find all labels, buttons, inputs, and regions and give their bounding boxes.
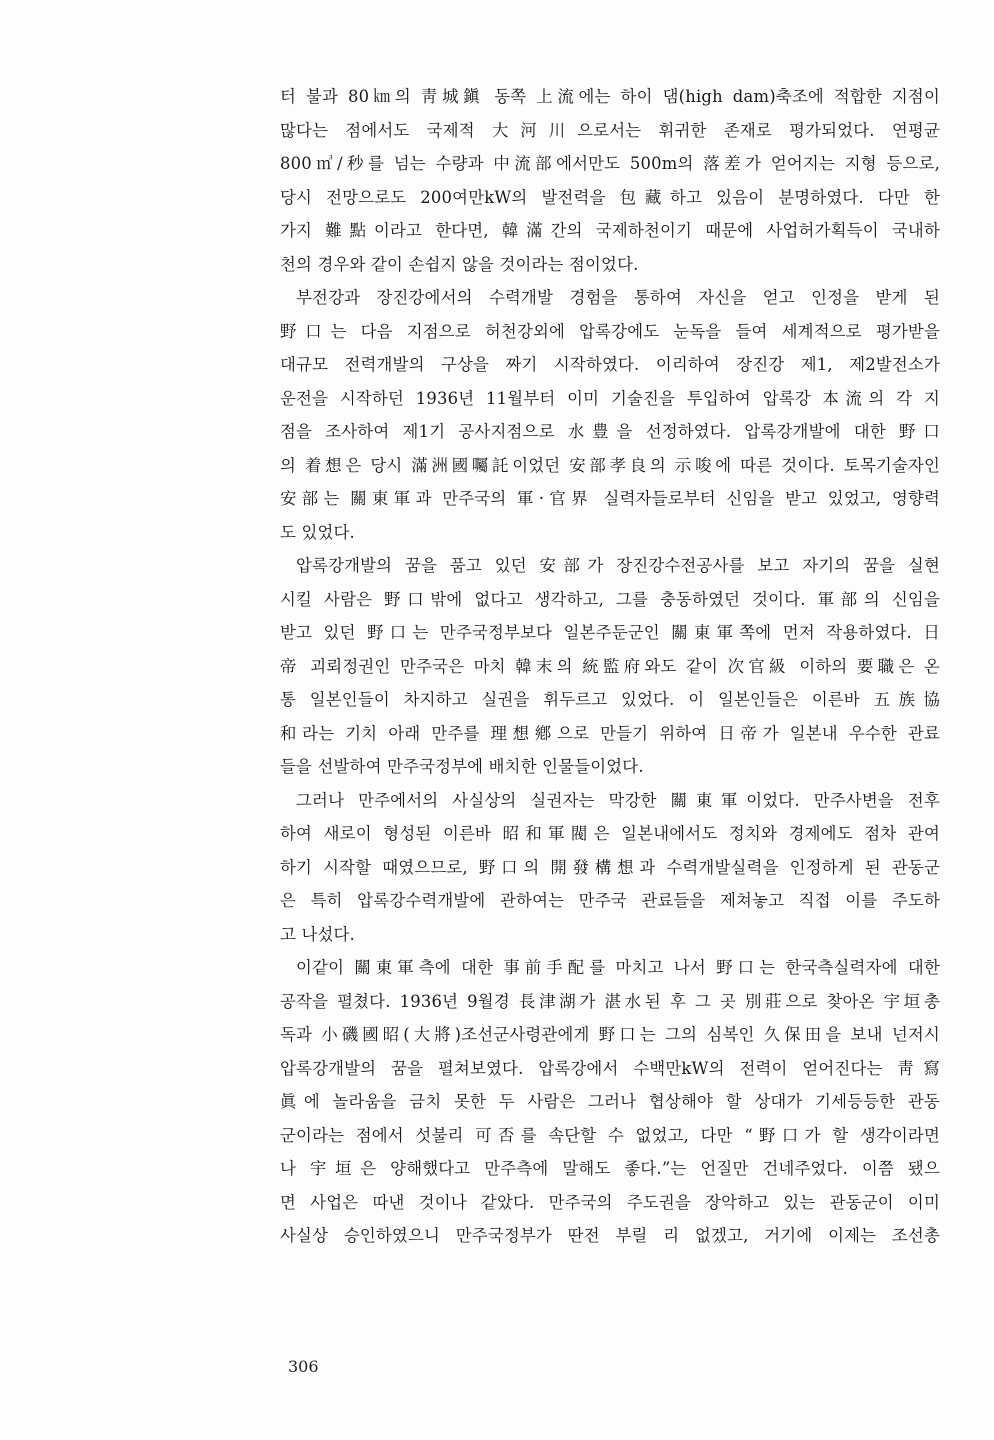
- text-line: 帝 괴뢰정권인 만주국은 마치 韓末의 統監府와도 같이 次官級 이하의 要職은 온: [280, 656, 940, 676]
- text-line: 하여 새로이 형성된 이른바 昭和軍閥은 일본내에서도 정치와 경제에도 점차 관여: [280, 824, 940, 843]
- text-line: 은 특히 압록강수력개발에 관하여는 만주국 관료들을 제쳐놓고 직접 이를 주도하: [280, 891, 940, 910]
- text-line: 800㎥/秒를 넘는 수량과 中流部에서만도 500m의 落差가 얻어지는 지형 등으로,: [280, 154, 940, 173]
- text-line: 압록강개발의 꿈을 펼쳐보였다. 압록강에서 수백만kW의 전력이 얻어진다는 靑寫: [280, 1058, 940, 1078]
- text-line: 도 있었다.: [280, 522, 355, 542]
- page-number: 306: [288, 1357, 319, 1376]
- text-line: 하기 시작할 때였으므로, 野口의 開發構想과 수력개발실력을 인정하게 된 관동군: [280, 857, 940, 877]
- text-line: 많다는 점에서도 국제적 大河川으로서는 휘귀한 존재로 평가되었다. 연평균: [280, 120, 940, 140]
- text-line: 眞에 놀라움을 금치 못한 두 사람은 그러나 협상해야 할 상대가 기세등등한 관동: [280, 1092, 940, 1111]
- text-line: 면 사업은 따낸 것이나 같았다. 만주국의 주도권을 장악하고 있는 관동군이 이미: [280, 1192, 940, 1212]
- text-line: 운전을 시작하던 1936년 11월부터 이미 기술진을 투입하여 압록강 本流의 각 지: [280, 388, 940, 408]
- text-line: 安部는 關東軍과 만주국의 軍·官界 실력자들로부터 신임을 받고 있었고, 영향력: [280, 489, 940, 508]
- text-line: 고 나섰다.: [280, 924, 355, 944]
- text-line: 和라는 기치 아래 만주를 理想鄕으로 만들기 위하여 日帝가 일본내 우수한 관료: [280, 723, 940, 743]
- text-line: 이같이 關東軍측에 대한 事前手配를 마치고 나서 野口는 한국측실력자에 대한: [296, 958, 940, 977]
- text-line: 공작을 펼쳤다. 1936년 9월경 長津湖가 湛水된 후 그 곳 別莊으로 찾아온 宇垣총: [280, 991, 940, 1011]
- text-line: 그러나 만주에서의 사실상의 실권자는 막강한 關東軍이었다. 만주사변을 전후: [296, 790, 940, 810]
- text-line: 당시 전망으로도 200여만kW의 발전력을 包藏하고 있음이 분명하였다. 다만 한: [280, 187, 940, 207]
- text-line: 천의 경우와 같이 손쉽지 않을 것이라는 점이었다.: [280, 254, 639, 274]
- text-line: 부전강과 장진강에서의 수력개발 경험을 통하여 자신을 얻고 인정을 받게 된: [296, 288, 940, 307]
- text-line: 의 着想은 당시 滿洲國囑託이었던 安部孝良의 示唆에 따른 것이다. 토목기술자인: [280, 455, 940, 475]
- text-line: 받고 있던 野口는 만주국정부보다 일본주둔군인 關東軍쪽에 먼저 작용하였다. 日: [280, 623, 940, 642]
- text-line: 독과 小磯國昭(大將)조선군사령관에게 野口는 그의 심복인 久保田을 보내 넌저시: [280, 1025, 940, 1044]
- text-line: 터 불과 80㎞의 靑城鎭 동쪽 上流에는 하이 댐(high dam)축조에 적합한 지점이: [280, 87, 940, 106]
- text-line: 압록강개발의 꿈을 품고 있던 安部가 장진강수전공사를 보고 자기의 꿈을 실현: [296, 556, 940, 575]
- text-line: 대규모 전력개발의 구상을 짜기 시작하였다. 이리하여 장진강 제1, 제2발전소가: [280, 355, 940, 374]
- text-line: 野口는 다음 지점으로 허천강외에 압록강에도 눈독을 들여 세계적으로 평가받을: [280, 321, 940, 341]
- body-text: [280, 80, 940, 1253]
- text-line: 시킬 사람은 野口밖에 없다고 생각하고, 그를 충동하였던 것이다. 軍部의 신임을: [280, 589, 940, 609]
- text-line: 통 일본인들이 차지하고 실권을 휘두르고 있었다. 이 일본인들은 이른바 五族協: [280, 690, 940, 709]
- text-line: 사실상 승인하였으니 만주국정부가 딴전 부릴 리 없겠고, 거기에 이제는 조선총: [280, 1226, 940, 1245]
- text-line: 가지 難點이라고 한다면, 韓滿간의 국제하천이기 때문에 사업허가획득이 국내하: [280, 221, 940, 240]
- text-line: 들을 선발하여 만주국정부에 배치한 인물들이었다.: [280, 757, 644, 776]
- text-line: 군이라는 점에서 섯불리 可否를 속단할 수 없었고, 다만 “野口가 할 생각이라면: [280, 1125, 940, 1145]
- text-line: 점을 조사하여 제1기 공사지점으로 水豊을 선정하였다. 압록강개발에 대한 野口: [280, 422, 940, 441]
- text-line: 나 宇垣은 양해했다고 만주측에 말해도 좋다.”는 언질만 건네주었다. 이쯤 됐으: [280, 1159, 940, 1178]
